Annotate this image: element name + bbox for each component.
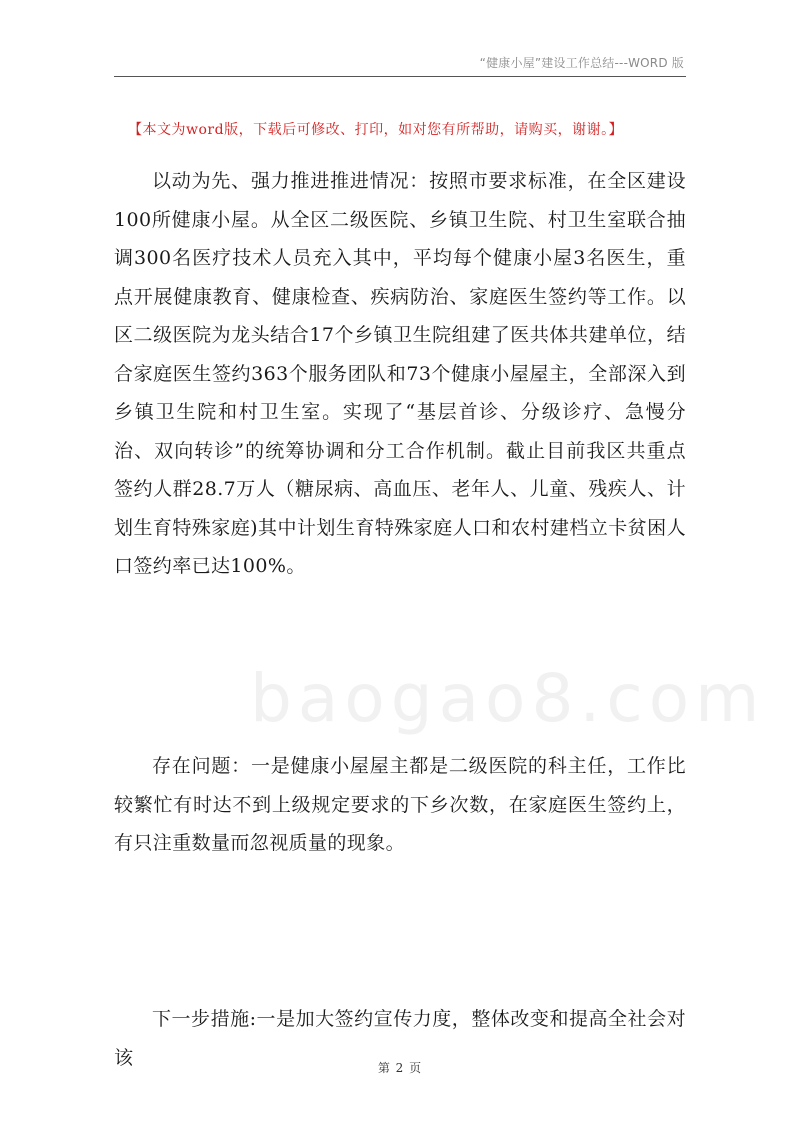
page-number: 第 2 页 (377, 1061, 423, 1075)
paragraph-next-steps: 下一步措施:一是加大签约宣传力度，整体改变和提高全社会对该 (114, 1008, 686, 1069)
paragraph-problems: 存在问题：一是健康小屋屋主都是二级医院的科主任，工作比较繁忙有时达不到上级规定要求的下乡次数，在家庭医生签约上，有只注重数量而忽视质量的现象。 (114, 755, 686, 854)
watermark: baogao8.com (250, 660, 766, 737)
purchase-notice: 【本文为word版，下载后可修改、打印，如对您有所帮助，请购买，谢谢。】 (128, 122, 624, 138)
paragraph-progress: 以动为先、强力推进推进情况：按照市要求标准，在全区建设100所健康小屋。从全区二级医院、乡镇卫生院、村卫生室联合抽调300名医疗技术人员充入其中，平均每个健康小屋3名医生，重点开展健康教育、健康检查、疾病防治、家庭医生签约等工作。以区二级医院为龙头结合17个乡镇卫生院组建了医共体共建单位，结合家庭医生签约363个服务团队和73个健康小屋屋主，全部深入到乡镇卫生院和村卫生室。实现了“基层首诊、分级诊疗、急慢分治、双向转诊”的统筹协调和分工合作机制。截止目前我区共重点签约人群28.7万人（糖尿病、高血压、老年人、儿童、残疾人、计划生育特殊家庭)其中计划生育特殊家庭人口和农村建档立卡贫困人口签约率已达100%。 (114, 170, 686, 577)
header-divider (114, 76, 686, 77)
running-header: “健康小屋”建设工作总结---WORD 版 (479, 56, 684, 70)
